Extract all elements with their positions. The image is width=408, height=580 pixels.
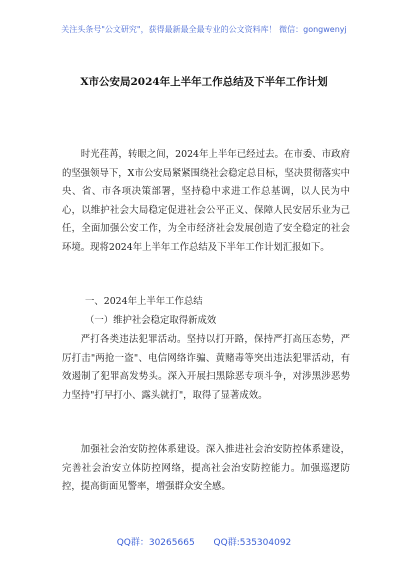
intro-paragraph: 时光荏苒，转眼之间，2024年上半年已经过去。在市委、市政府的坚强领导下，X市公安局紧紧围绕社会稳定总目标，坚决贯彻落实中央、省、市各项决策部署，坚持稳中求进工作总基调，以人民为中心，以维护社会大局稳定促进社会公平正义、保障人民安居乐业为己任，全面加强公安工作，为全市经济社会发展创造了安全稳定的社会环境。现将2024年上半年工作总结及下半年工作计划汇报如下。: [62, 149, 350, 253]
crackdown-paragraph: 严打各类违法犯罪活动。坚持以打开路，保持严打高压态势，严厉打击"两抢一盗"、电信网络诈骗、黄赌毒等突出违法犯罪活动，有效遏制了犯罪高发势头。深入开展扫黑除恶专项斗争，对涉黑涉恶势力坚持"打早打小、露头就打"，取得了显著成效。: [62, 334, 350, 401]
subsection-heading: （一）维护社会稳定取得新成效: [85, 315, 217, 326]
security-paragraph: 加强社会治安防控体系建设。深入推进社会治安防控体系建设，完善社会治安立体防控网络，提高社会治安防控能力。加强巡逻防控，提高街面见警率，增强群众安全感。: [62, 444, 350, 493]
section-heading: 一、2024年上半年工作总结: [85, 296, 203, 307]
footer-contact: [0, 535, 408, 548]
header-promo-note: 关注头条号"公文研究"，获得最新最全最专业的公文资料库！ 微信：gongwenyj: [61, 25, 347, 34]
footer-qq-group-1: QQ群：30265665: [116, 538, 195, 548]
document-title: X市公安局2024年上半年工作总结及下半年工作计划: [80, 76, 328, 88]
footer-qq-group-2: QQ群:535304092: [213, 538, 292, 548]
